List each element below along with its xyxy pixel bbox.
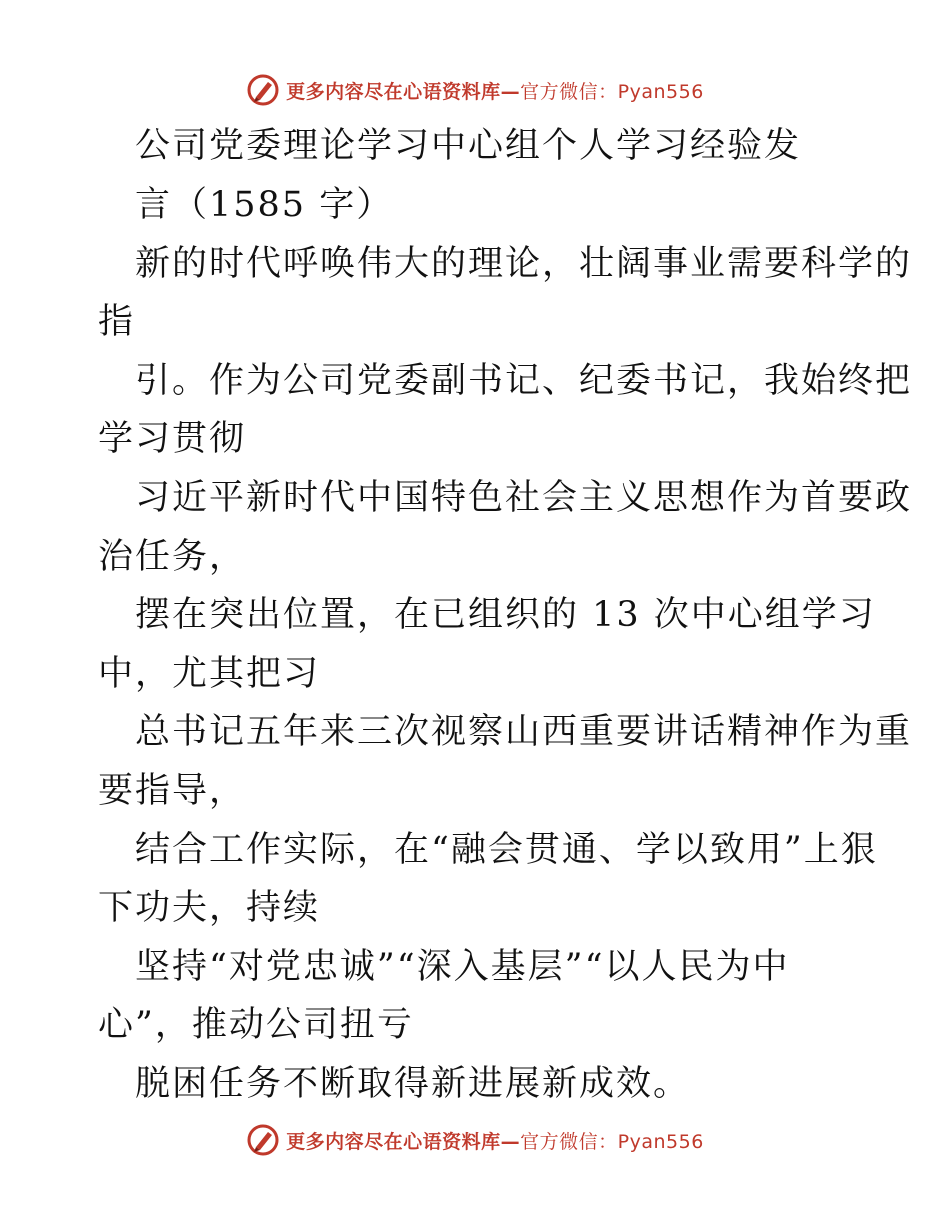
doc-title-line-1: 公司党委理论学习中心组个人学习经验发 [135,126,802,166]
paragraph-line: 结合工作实际，在“融会贯通、学以致用”上狠 [135,830,878,870]
watermark-main: 更多内容尽在心语资料库 [286,80,501,103]
watermark-wechat: 官方微信：Pyan556 [520,1130,704,1153]
paragraph-line: 脱困任务不断取得新进展新成效。 [135,1064,691,1104]
paragraph-line: 学习贯彻 [98,419,247,459]
paragraph-line: 习近平新时代中国特色社会主义思想作为首要政 [135,478,913,518]
paragraph-line: 心”，推动公司扭亏 [98,1005,414,1045]
paragraph-line: 摆在突出位置，在已组织的 13 次中心组学习 [135,595,876,635]
watermark-dash: — [500,80,521,103]
doc-title-line-2: 言（1585 字） [135,185,394,225]
watermark-wechat: 官方微信：Pyan556 [520,80,704,103]
paragraph-line: 引。作为公司党委副书记、纪委书记，我始终把 [135,361,913,401]
paragraph-line: 治任务， [98,537,247,577]
watermark-main: 更多内容尽在心语资料库 [286,1130,501,1153]
watermark-text [286,1127,704,1154]
footer-watermark [0,1120,950,1160]
paragraph-line: 中，尤其把习 [98,654,321,694]
paragraph-line: 新的时代呼唤伟大的理论，壮阔事业需要科学的 [135,244,913,284]
watermark-dash: — [500,1130,521,1153]
paragraph-line: 要指导， [98,771,247,811]
paragraph-line: 总书记五年来三次视察山西重要讲话精神作为重 [135,712,913,752]
paragraph-line: 下功夫，持续 [98,888,321,928]
pen-logo-icon [246,1123,280,1157]
paragraph-line: 坚持“对党忠诚”“深入基层”“以人民为中 [135,947,790,987]
paragraph-line: 指 [98,302,136,342]
